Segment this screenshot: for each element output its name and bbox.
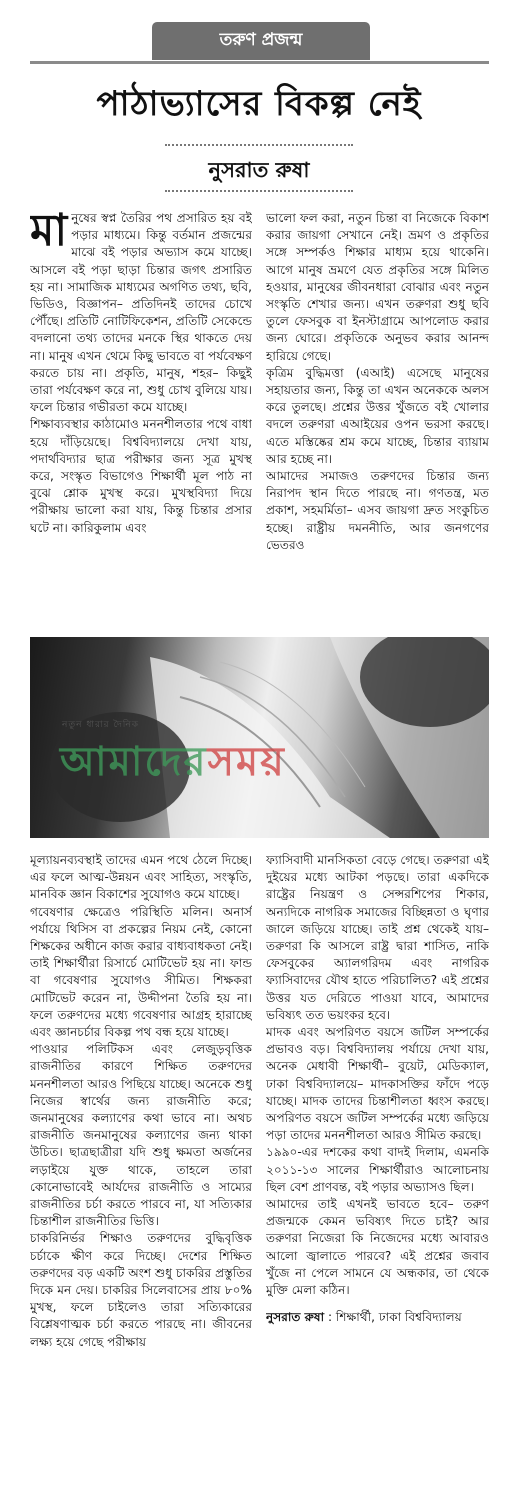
author-role: : শিক্ষার্থী, ঢাকা বিশ্ববিদ্যালয় — [324, 1310, 462, 1325]
author-name: নুসরাত রুষা — [266, 1310, 325, 1325]
dotted-divider — [165, 190, 353, 192]
dotted-divider — [165, 144, 353, 146]
headline: পাঠাভ্যাসের বিকল্প নেই — [96, 84, 422, 124]
drop-cap: মা — [30, 210, 68, 256]
section-tag: তরুণ প্রজন্ম — [152, 22, 370, 60]
paragraph: শিক্ষাব্যবস্থার কাঠামোও মননশীলতার পথে বাধা হয়ে দাঁড়িয়েছে। বিশ্ববিদ্যালয়ে দেখা যায়, পদার্থবিদ্যার ছাত্র পরীক্ষার জন্য সূত্র মুখস্থ করে, সংস্কৃত বিভাগেও শিক্ষার্থী মূল পাঠ না বুঝে শ্লোক মুখস্থ করে। মুখস্থবিদ্যা দিয়ে পরীক্ষায় ভালো করা যায়, কিন্তু চিন্তার প্রসার ঘটে না। কারিকুলাম এবং — [30, 417, 252, 535]
article-column-2-bottom — [266, 852, 489, 1484]
paragraph: গবেষণার ক্ষেত্রেও পরিস্থিতি মলিন। অনার্স পর্যায়ে থিসিস বা প্রকল্পের নিয়ম নেই, কোনো শিক্ষকের অধীনে কাজ করার বাধ্যবাধকতা নেই। তাই শিক্ষার্থীরা রিসার্চে মোটিভেট হয় না। ফান্ড বা গবেষণার সুযোগও সীমিত। শিক্ষকরা মোটিভেট করেন না, উদ্দীপনা তৈরি হয় না। ফলে তরুণদের মধ্যে গবেষণার আগ্রহ হারাচ্ছে এবং জ্ঞানচর্চার বিকল্প পথ বন্ধ হয়ে যাচ্ছে। — [30, 904, 252, 1040]
paragraph: মূল্যায়নব্যবস্থাই তাদের এমন পথে ঠেলে দিচ্ছে। এর ফলে আত্ম-উন্নয়ন এবং সাহিত্য, সংস্কৃতি, মানবিক জ্ঞান বিকাশের সুযোগও কমে যাচ্ছে। — [30, 853, 252, 902]
paragraph: আমাদের সমাজও তরুণদের চিন্তার জন্য নিরাপদ স্থান দিতে পারছে না। গণতন্ত্র, মত প্রকাশ, সহমর্মিতা– এসব জায়গা দ্রুত সংকুচিত হচ্ছে। রাষ্ট্রীয় দমননীতি, আর জনগণের ভেতরও — [266, 469, 489, 552]
top-rule — [30, 61, 489, 64]
paragraph: ১৯৯০-এর দশকের কথা বাদই দিলাম, এমনকি ২০১১-১৩ সালের শিক্ষার্থীরাও আলোচনায় ছিল বেশ প্রাণবন্ত, বই পড়ার অভ্যাসও ছিল। — [266, 1145, 489, 1194]
article-column-1-bottom — [30, 852, 252, 1484]
paragraph: পাওয়ার পলিটিকস এবং লেজুড়বৃত্তিক রাজনীতির কারণে শিক্ষিত তরুণদের মননশীলতা আরও পিছিয়ে যাচ্ছে। অনেকে শুধু নিজের স্বার্থের জন্য রাজনীতি করে; জনমানুষের কল্যাণের কথা ভাবে না। অথচ রাজনীতি জনমানুষের কল্যাণের জন্য থাকা উচিত। ছাত্রছাত্রীরা যদি শুধু ক্ষমতা অর্জনের লড়াইয়ে যুক্ত থাকে, তাহলে তারা কোনোভাবেই আর্যদের রাজনীতি ও সাম্যের রাজনীতির চর্চা করতে পারবে না, যা সত্যিকার চিন্তাশীল রাজনীতির ভিত্তি। — [30, 1042, 252, 1229]
paragraph: মানুষের স্বপ্ন তৈরির পথ প্রসারিত হয় বই পড়ার মাধ্যমে। কিন্তু বর্তমান প্রজন্মের মাঝে বই পড়ার অভ্যাস কমে যাচ্ছে। আসলে বই পড়া ছাড়া চিন্তার জগৎ প্রসারিত হয় না। সামাজিক মাধ্যমের অগণিত তথ্য, ছবি, ভিডিও, বিজ্ঞাপন– প্রতিদিনই তাদের চোখে পৌঁছে। প্রতিটি নোটিফিকেশন, প্রতিটি সেকেন্ডে বদলানো তথ্য তাদের মনকে স্থির থাকতে দেয় না। মানুষ এখন থেমে কিছু ভাবতে বা পর্যবেক্ষণ করতে চায় না। প্রকৃতি, মানুষ, শহর– কিছুই তারা পর্যবেক্ষণ করে না, শুধু চোখ বুলিয়ে যায়। ফলে চিন্তার গভীরতা কমে যাচ্ছে। — [30, 210, 252, 415]
paragraph: ভালো ফল করা, নতুন চিন্তা বা নিজেকে বিকাশ করার জায়গা সেখানে নেই। ভ্রমণ ও প্রকৃতির সঙ্গে সম্পর্কও শিক্ষার মাধ্যম হয়ে থাকেনি। আগে মানুষ ভ্রমণে যেত প্রকৃতির সঙ্গে মিলিত হওয়ার, মানুষের জীবনধারা বোঝার এবং নতুন সংস্কৃতি শেখার জন্য। এখন তরুণরা শুধু ছবি তুলে ফেসবুক বা ইনস্টাগ্রামে আপলোড করার জন্য ঘোরে। প্রকৃতিকে অনুভব করার আনন্দ হারিয়ে গেছে। — [266, 211, 489, 363]
paragraph: মাদক এবং অপরিণত বয়সে জটিল সম্পর্কের প্রভাবও বড়। বিশ্ববিদ্যালয় পর্যায়ে দেখা যায়, অনেক মেধাবী শিক্ষার্থী– বুয়েট, মেডিক্যাল, ঢাকা বিশ্ববিদ্যালয়ে– মাদকাসক্তির ফাঁদে পড়ে যাচ্ছে। মাদক তাদের চিন্তাশীলতা ধ্বংস করছে। অপরিণত বয়সে জটিল সম্পর্কের মধ্যে জড়িয়ে পড়া তাদের মননশীলতা আরও সীমিত করছে। — [266, 1025, 489, 1143]
watermark-logo: আমাদেরসময় — [60, 739, 286, 785]
watermark-tagline: নতুন ধারার দৈনিক — [62, 720, 139, 730]
author-note — [266, 1309, 489, 1326]
byline: নুসরাত রুষা — [208, 158, 310, 182]
article-column-2-top — [266, 210, 489, 628]
paragraph: ফ্যাসিবাদী মানসিকতা বেড়ে গেছে। তরুণরা এই দুইয়ের মধ্যে আটকা পড়ছে। তারা একদিকে রাষ্ট্রের নিয়ন্ত্রণ ও সেন্সরশিপের শিকার, অন্যদিকে নাগরিক সমাজের বিচ্ছিন্নতা ও ঘৃণার জালে জড়িয়ে যাচ্ছে। তাই প্রশ্ন থেকেই যায়– তরুণরা কি আসলে রাষ্ট্র দ্বারা শাসিত, নাকি ফেসবুকের অ্যালগরিদম এবং নাগরিক ফ্যাসিবাদের যৌথ হাতে পরিচালিত? এই প্রশ্নের উত্তর যত দেরিতে পাওয়া যাবে, আমাদের ভবিষ্যৎ তত ভয়ংকর হবে। — [266, 853, 489, 1022]
paragraph: কৃত্রিম বুদ্ধিমত্তা (এআই) এসেছে মানুষের সহায়তার জন্য, কিন্তু তা এখন অনেককে অলস করে তুলছে। প্রশ্নের উত্তর খুঁজতে বই খোলার বদলে তরুণরা এআইয়ের ওপন ভরসা করছে। এতে মস্তিষ্কের শ্রম কমে যাচ্ছে, চিন্তার ব্যায়াম আর হচ্ছে না। — [266, 365, 489, 466]
article-column-1-top — [30, 210, 252, 628]
paragraph: আমাদের তাই এখনই ভাবতে হবে– তরুণ প্রজন্মকে কেমন ভবিষ্যৎ দিতে চাই? আর তরুণরা নিজেরা কি নিজেদের মধ্যে আবারও আলো জ্বালাতে পারবে? এই প্রশ্নের জবাব খুঁজে না পেলে সামনে যে অন্ধকার, তা থেকে মুক্তি মেলা কঠিন। — [266, 1197, 489, 1298]
paragraph: চাকরিনির্ভর শিক্ষাও তরুণদের বুদ্ধিবৃত্তিক চর্চাকে ক্ষীণ করে দিচ্ছে। দেশের শিক্ষিত তরুণদের বড় একটি অংশ শুধু চাকরির প্রস্তুতির দিকে মন দেয়। চাকরির সিলেবাসের প্রায় ৮০% মুখস্থ, ফলে চাইলেও তারা সত্যিকারের বিশ্লেষণাত্মক চর্চা করতে পারছে না। জীবনের লক্ষ্য হয়ে গেছে পরীক্ষায় — [30, 1231, 252, 1349]
